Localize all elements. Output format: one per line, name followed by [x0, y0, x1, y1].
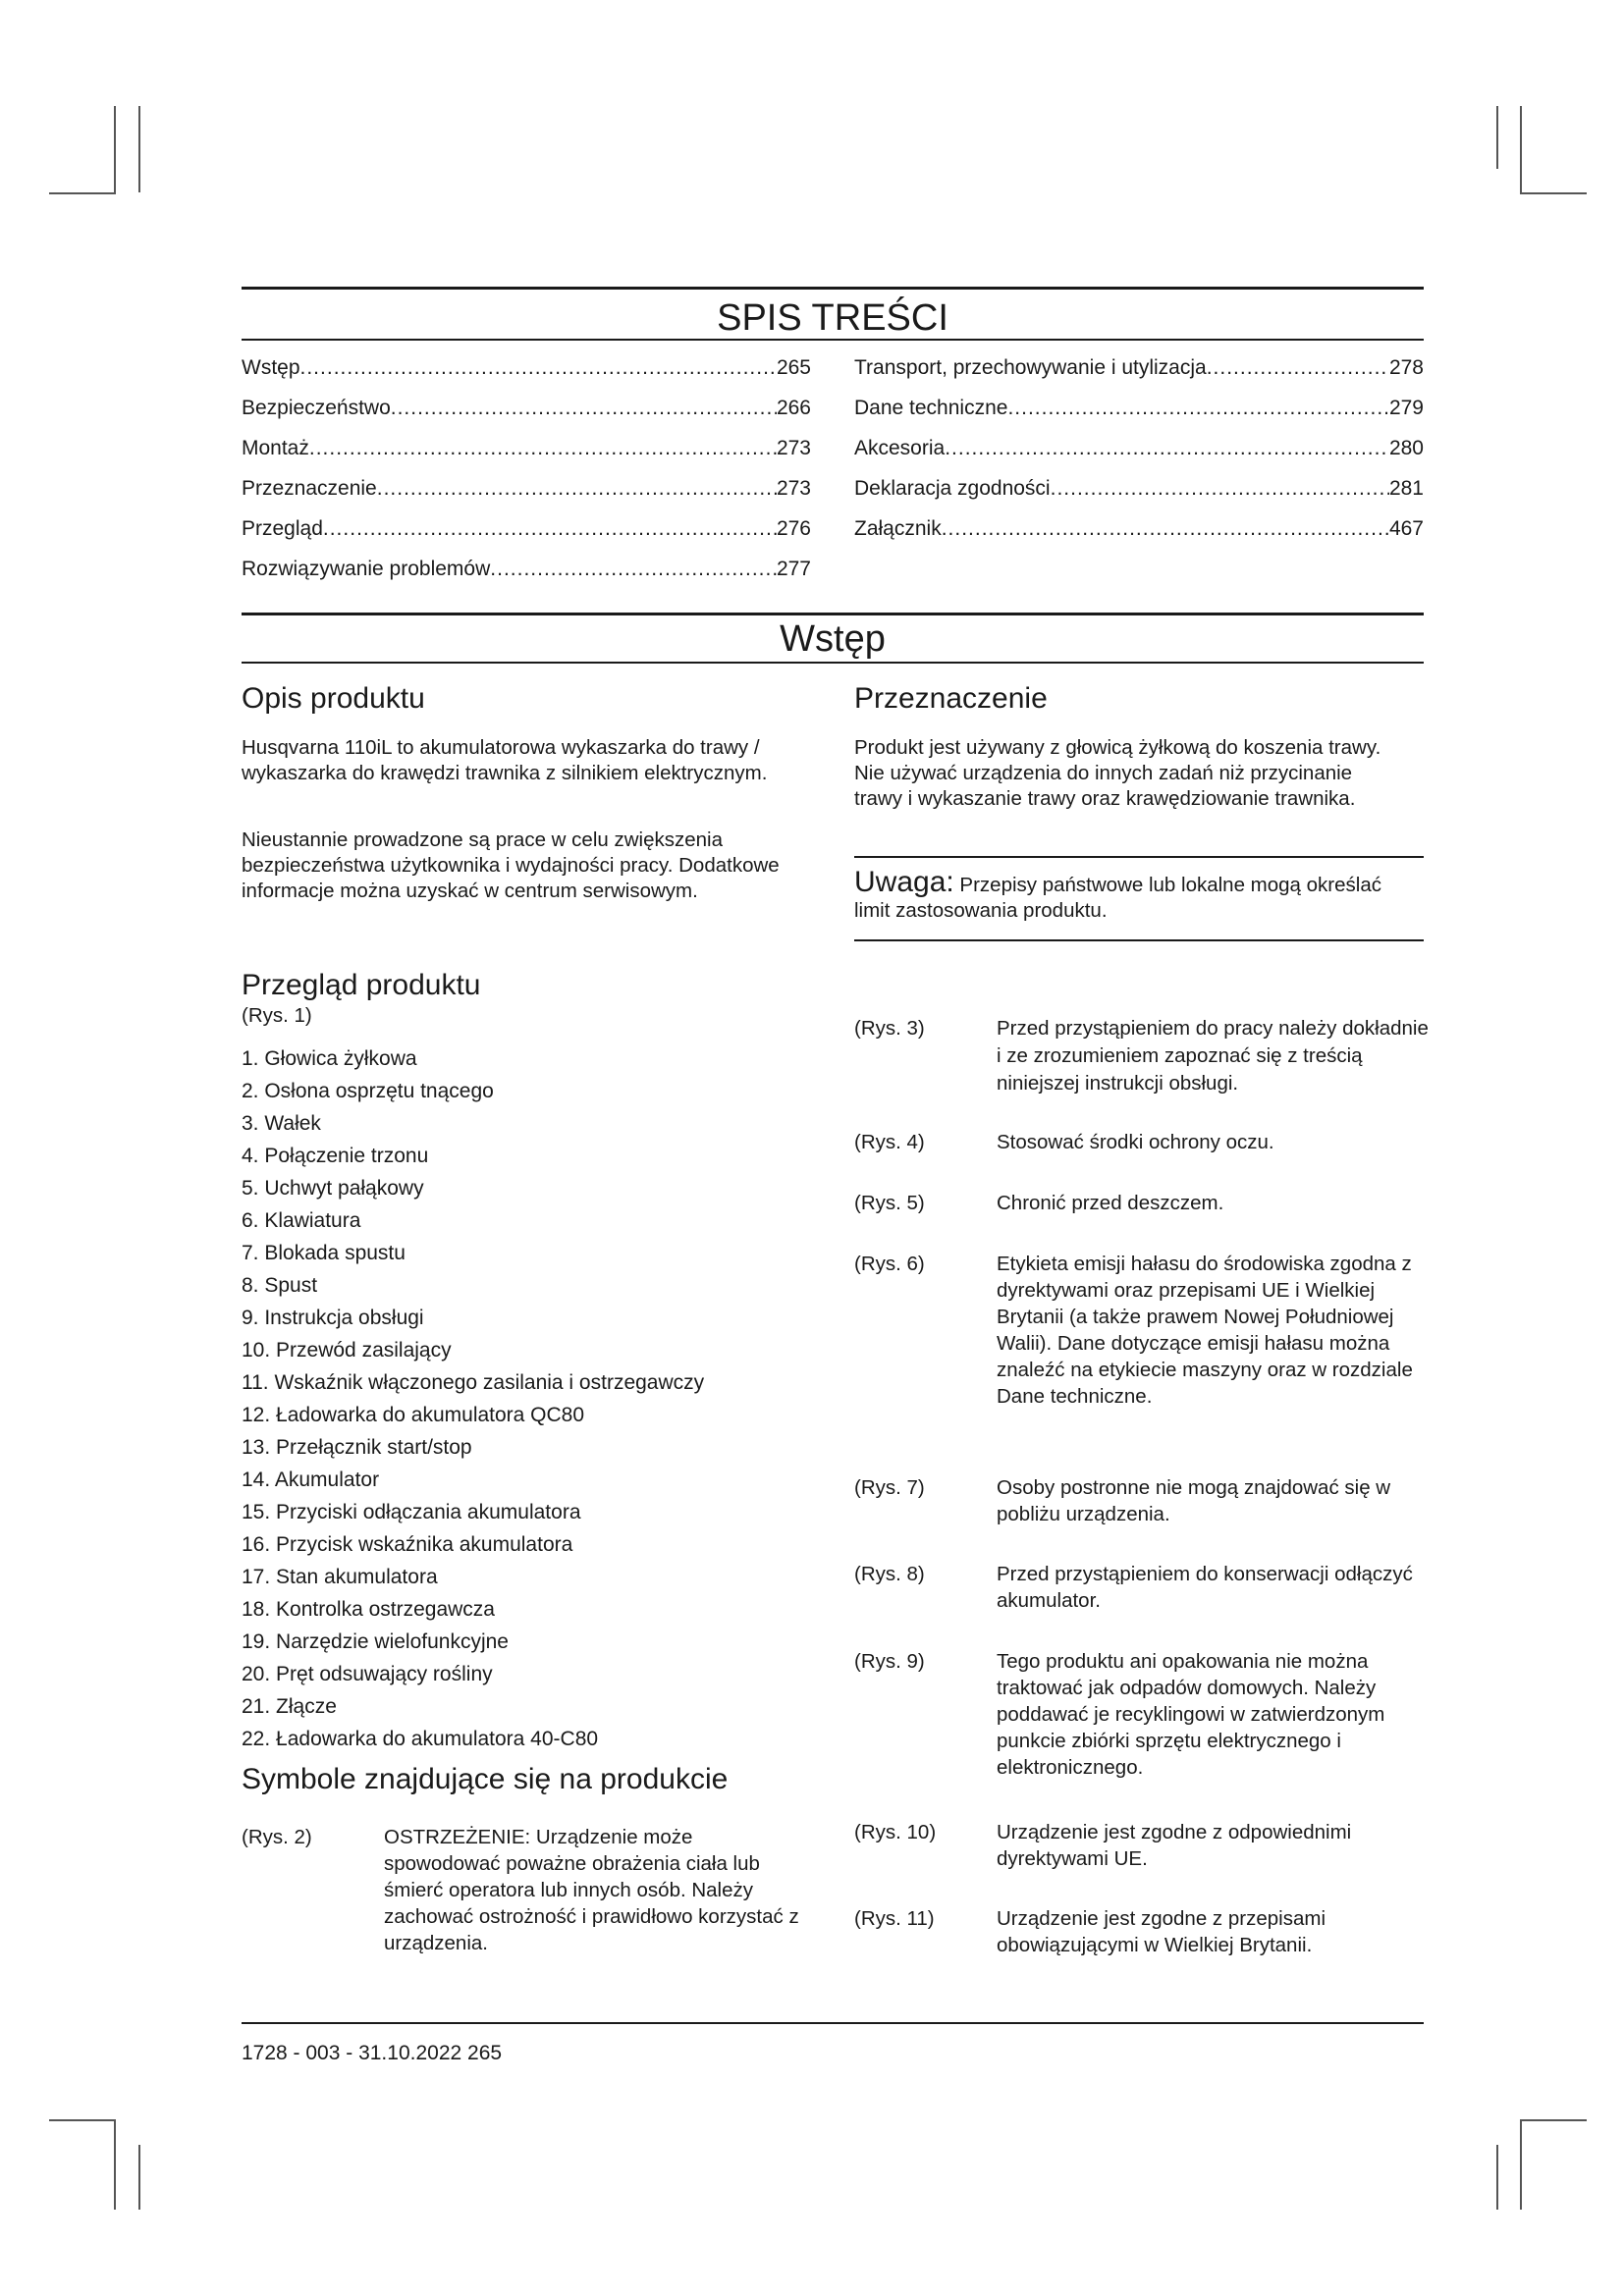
list-item: 10. Przewód zasilający [242, 1339, 452, 1362]
list-item: 9. Instrukcja obsługi [242, 1307, 424, 1329]
toc-entry[interactable]: Wstęp ..... 265 [242, 347, 811, 388]
symbol-text: OSTRZEŻENIE: Urządzenie może spowodować poważne obrażenia ciała lub śmierć operatora lub innych osób. Należy zachować ostrożność i prawidłowo korzystać z urządzenia. [384, 1826, 799, 1954]
list-item: 12. Ładowarka do akumulatora QC80 [242, 1404, 585, 1426]
list-item: 13. Przełącznik start/stop [242, 1436, 472, 1459]
product-description-para-2: Nieustannie prowadzone są prace w celu zwiększenia bezpieczeństwa użytkownika i wydajności pracy. Dodatkowe informacje można uzyskać w centrum serwisowym. [242, 828, 780, 902]
toc-entry[interactable]: Akcesoria ..... 280 [854, 428, 1424, 468]
list-item: 21. Złącze [242, 1695, 337, 1718]
symbol-ref: (Rys. 4) [854, 1131, 925, 1153]
toc-entry[interactable]: Montaż ..... 273 [242, 428, 811, 468]
toc-entry[interactable]: Transport, przechowywanie i utylizacja ..... 278 [854, 347, 1424, 388]
toc-entry[interactable]: Załącznik ..... 467 [854, 508, 1424, 549]
list-item: 3. Wałek [242, 1112, 321, 1135]
symbol-text: Urządzenie jest zgodne z odpowiednimi dyrektywami UE. [997, 1821, 1352, 1870]
toc-entry[interactable]: Deklaracja zgodności ..... 281 [854, 468, 1424, 508]
list-item: 18. Kontrolka ostrzegawcza [242, 1598, 495, 1621]
symbol-ref: (Rys. 7) [854, 1476, 925, 1499]
symbol-text: Urządzenie jest zgodne z przepisami obowiązującymi w Wielkiej Brytanii. [997, 1907, 1326, 1956]
intended-use-para: Produkt jest używany z głowicą żyłkową do koszenia trawy. Nie używać urządzenia do innych zadań niż przycinanie trawy i wykaszanie trawy oraz krawędziowanie trawnika. [854, 736, 1381, 810]
toc-title-rule [242, 339, 1424, 341]
note-label: Uwaga: [854, 866, 954, 898]
list-item: 17. Stan akumulatora [242, 1566, 438, 1588]
symbol-text: Tego produktu ani opakowania nie można traktować jak odpadów domowych. Należy poddawać je recyklingowi w zatwierdzonym punkcie zbiórki sprzętu elektrycznego i elektronicznego. [997, 1650, 1385, 1779]
symbol-text: Stosować środki ochrony oczu. [997, 1131, 1274, 1153]
symbol-text: Chronić przed deszczem. [997, 1192, 1224, 1214]
symbol-text: Osoby postronne nie mogą znajdować się w pobliżu urządzenia. [997, 1476, 1391, 1525]
toc-right-column [854, 347, 1424, 549]
symbol-text: Etykieta emisji hałasu do środowiska zgodna z dyrektywami oraz przepisami UE i Wielkiej Brytanii (a także prawem Nowej Południowej Walii). Dane dotyczące emisji hałasu można znaleźć na etykiecie maszyny oraz w rozdziale Dane techniczne. [997, 1253, 1413, 1408]
list-item: 6. Klawiatura [242, 1209, 361, 1232]
symbol-ref: (Rys. 9) [854, 1650, 925, 1673]
symbol-text: Przed przystąpieniem do pracy należy dokładnie i ze zrozumieniem zapoznać się z treścią niniejszej instrukcji obsługi. [997, 1017, 1429, 1095]
section-title: Wstęp [780, 618, 886, 660]
toc-entry[interactable]: Przeznaczenie ..... 273 [242, 468, 811, 508]
symbol-text: Przed przystąpieniem do konserwacji odłączyć akumulator. [997, 1563, 1413, 1612]
list-item: 16. Przycisk wskaźnika akumulatora [242, 1533, 573, 1556]
toc-title: SPIS TREŚCI [717, 297, 948, 339]
overview-list [242, 1042, 704, 1755]
footer-rule [242, 2022, 1424, 2024]
overview-heading: Przegląd produktu [242, 969, 481, 1001]
toc-top-rule [242, 287, 1424, 290]
list-item: 2. Osłona osprzętu tnącego [242, 1080, 494, 1102]
list-item: 20. Pręt odsuwający rośliny [242, 1663, 493, 1685]
symbol-ref: (Rys. 6) [854, 1253, 925, 1275]
note [854, 866, 1404, 924]
toc-entry[interactable]: Dane techniczne ..... 279 [854, 388, 1424, 428]
list-item: 11. Wskaźnik włączonego zasilania i ostrzegawczy [242, 1371, 705, 1394]
toc-left-column [242, 347, 811, 589]
symbol-ref: (Rys. 11) [854, 1907, 935, 1930]
product-description-para-1: Husqvarna 110iL to akumulatorowa wykaszarka do trawy / wykaszarka do krawędzi trawnika z silnikiem elektrycznym. [242, 736, 768, 784]
symbol-ref: (Rys. 10) [854, 1821, 937, 1843]
page-footer: 1728 - 003 - 31.10.2022 265 [242, 2042, 503, 2064]
toc-entry[interactable]: Przegląd ..... 276 [242, 508, 811, 549]
toc-entry[interactable]: Bezpieczeństwo ..... 266 [242, 388, 811, 428]
list-item: 14. Akumulator [242, 1468, 380, 1491]
list-item: 8. Spust [242, 1274, 318, 1297]
list-item: 1. Głowica żyłkowa [242, 1047, 417, 1070]
section-top-rule [242, 613, 1424, 615]
symbol-ref: (Rys. 5) [854, 1192, 925, 1214]
symbol-ref: (Rys. 3) [854, 1017, 925, 1040]
list-item: 22. Ładowarka do akumulatora 40-C80 [242, 1728, 599, 1750]
list-item: 15. Przyciski odłączania akumulatora [242, 1501, 581, 1523]
list-item: 19. Narzędzie wielofunkcyjne [242, 1630, 509, 1653]
symbols-heading: Symbole znajdujące się na produkcie [242, 1763, 729, 1795]
toc-entry[interactable]: Rozwiązywanie problemów ..... 277 [242, 549, 811, 589]
list-item: 4. Połączenie trzonu [242, 1145, 429, 1167]
product-description-heading: Opis produktu [242, 682, 425, 715]
note-bottom-rule [854, 939, 1424, 941]
overview-figure-ref: (Rys. 1) [242, 1004, 312, 1027]
list-item: 5. Uchwyt pałąkowy [242, 1177, 424, 1200]
note-top-rule [854, 856, 1424, 858]
intended-use-heading: Przeznaczenie [854, 682, 1048, 715]
section-title-rule [242, 662, 1424, 664]
note-text: Przepisy państwowe lub lokalne mogą określać limit zastosowania produktu. [854, 874, 1381, 922]
symbol-ref: (Rys. 2) [242, 1826, 312, 1848]
symbol-ref: (Rys. 8) [854, 1563, 925, 1585]
list-item: 7. Blokada spustu [242, 1242, 406, 1264]
